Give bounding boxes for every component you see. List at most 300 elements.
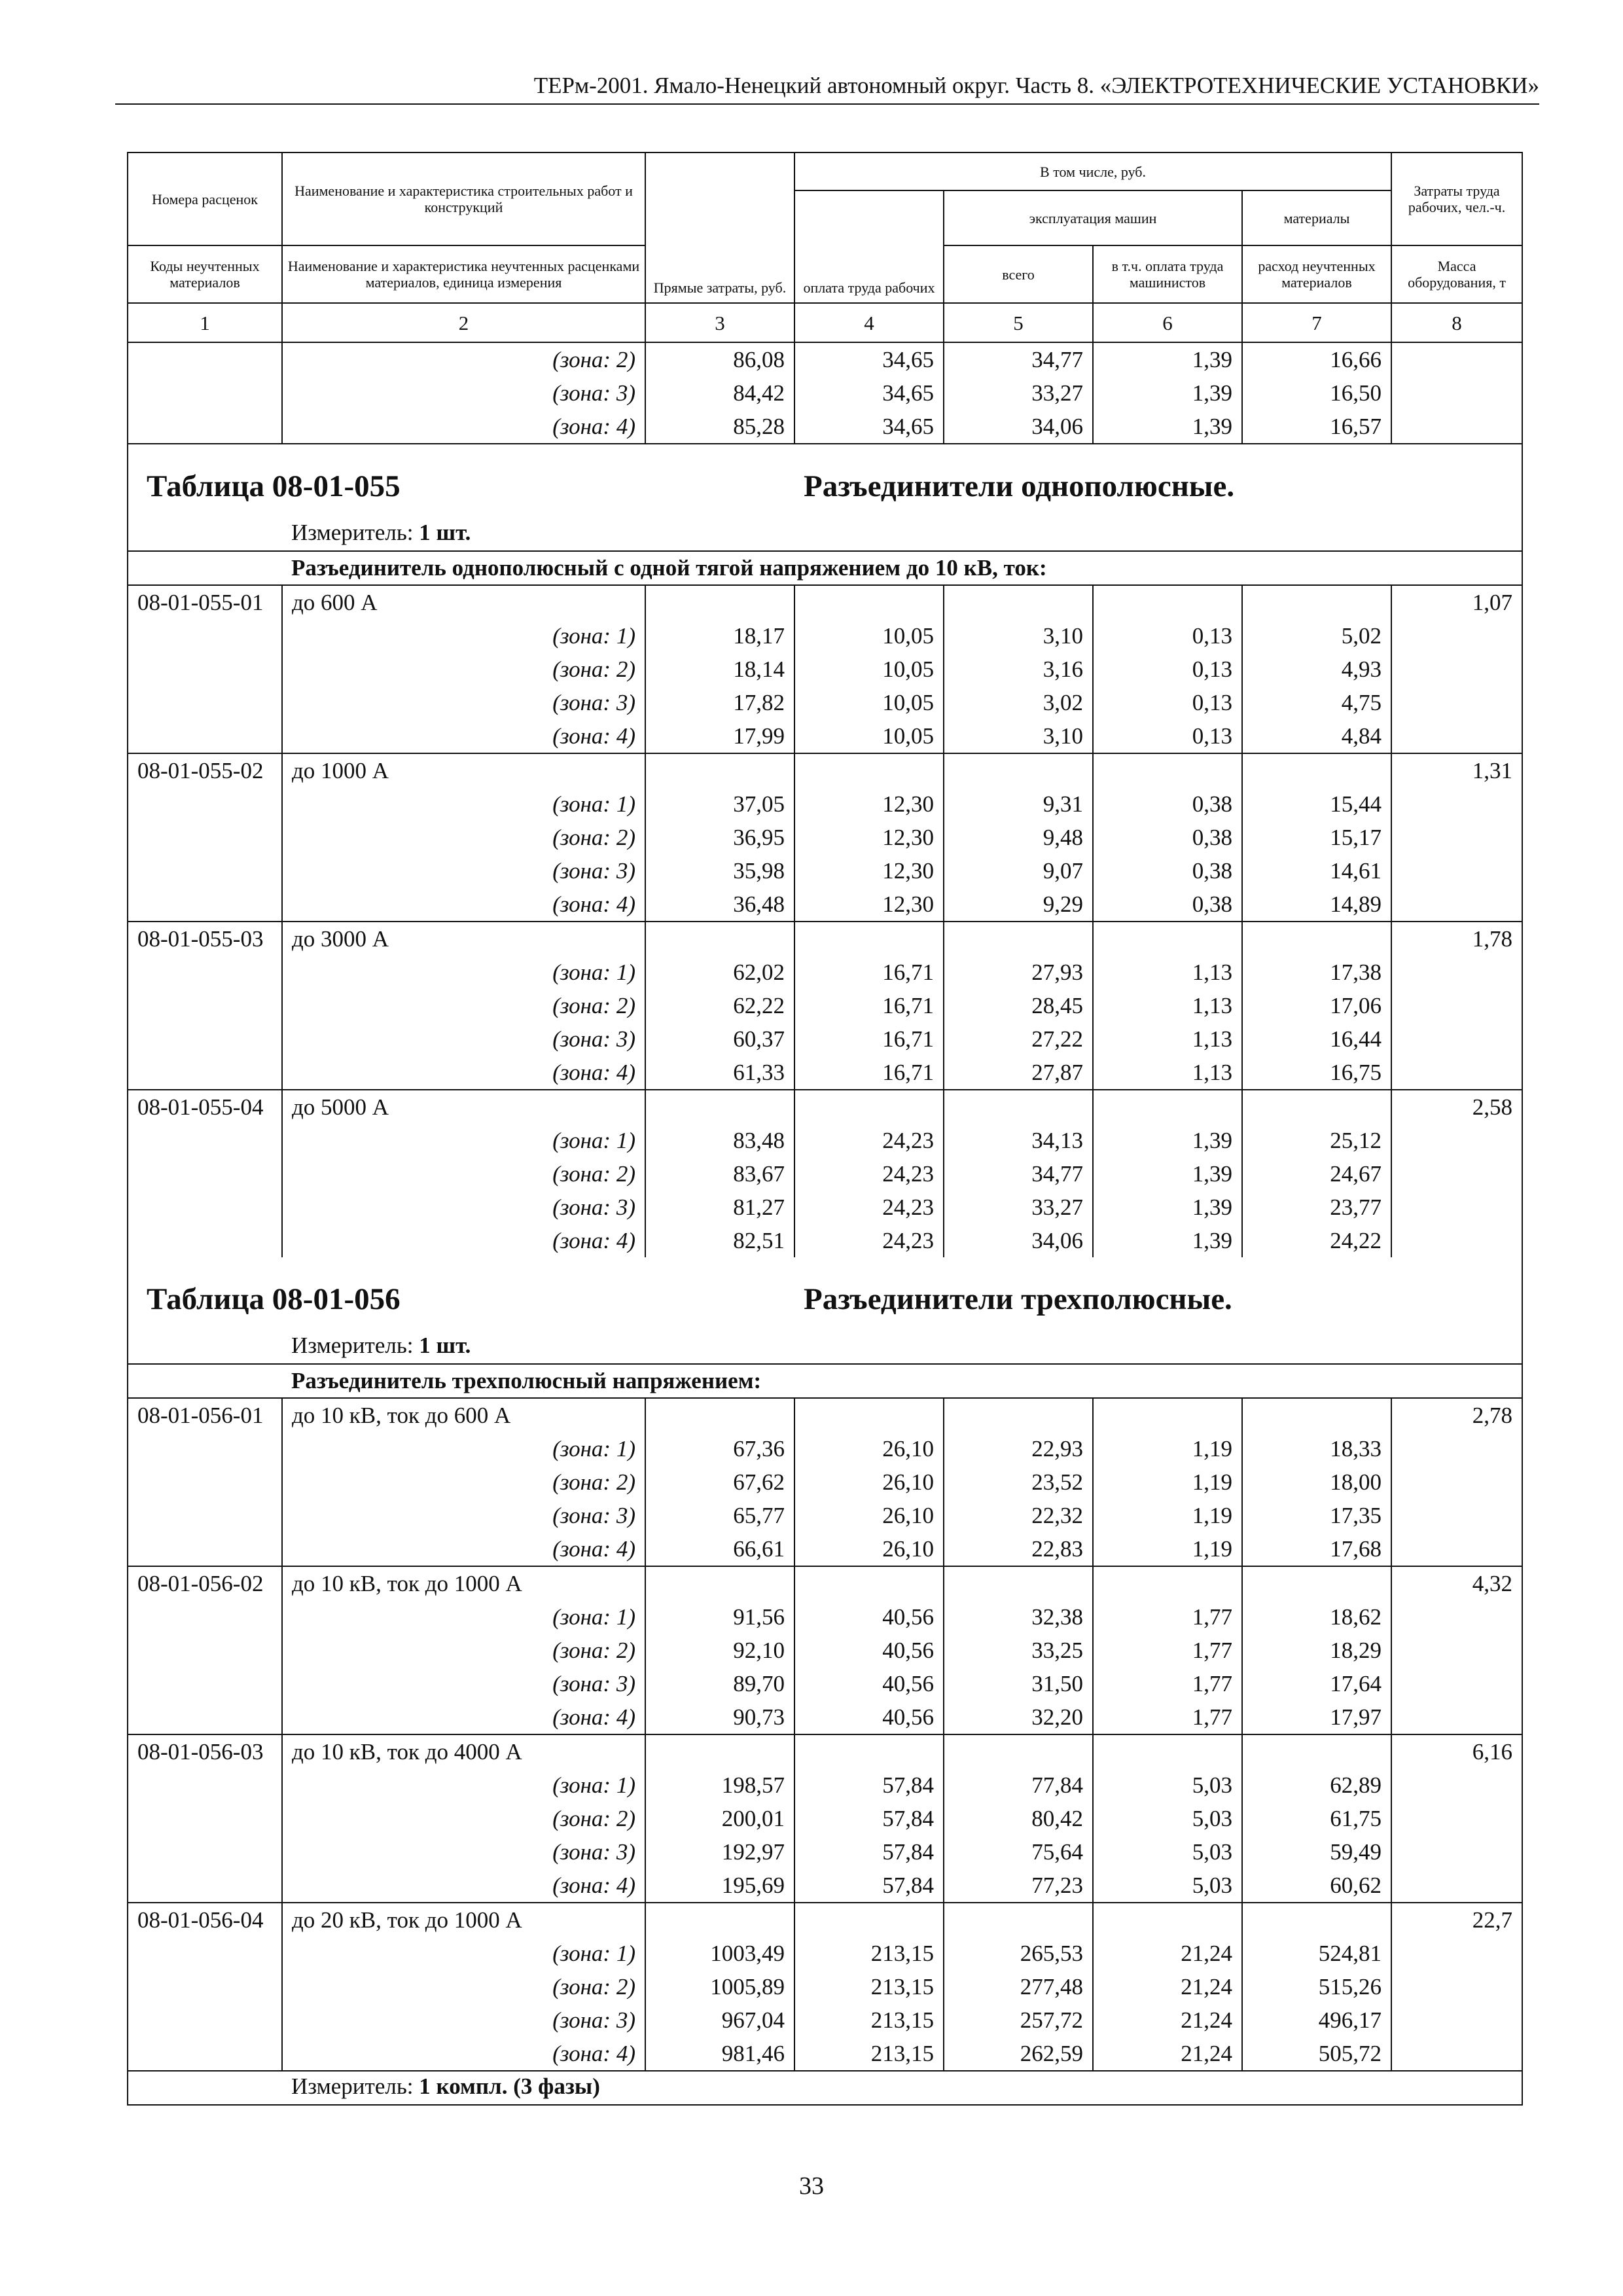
labor-pay-value: 10,05 — [794, 619, 944, 653]
column-number: 1 — [128, 303, 282, 342]
rate-code-cell — [128, 619, 282, 653]
machines-total-value: 34,77 — [944, 1157, 1093, 1191]
zone-label: (зона: 3) — [282, 686, 645, 719]
materials-value: 505,72 — [1242, 2037, 1391, 2071]
table-title-row — [128, 444, 1522, 518]
direct-costs-value: 17,82 — [645, 686, 794, 719]
machines-operators-value: 1,39 — [1093, 1191, 1242, 1224]
zone-label: (зона: 3) — [282, 854, 645, 888]
mass-cell — [1391, 854, 1522, 888]
materials-value: 18,00 — [1242, 1465, 1391, 1499]
labor-pay-value: 213,15 — [794, 1937, 944, 1970]
zone-row — [128, 1022, 1522, 1056]
group-title: Разъединитель однополюсный с одной тягой напряжением до 10 кВ, ток: — [282, 551, 1522, 585]
machines-total-value: 9,07 — [944, 854, 1093, 888]
zone-row — [128, 1634, 1522, 1667]
direct-costs-value: 62,22 — [645, 989, 794, 1022]
zone-row — [128, 410, 1522, 444]
machines-total-value: 77,23 — [944, 1869, 1093, 1903]
equipment-mass: 1,78 — [1391, 922, 1522, 956]
table-title-row — [128, 1257, 1522, 1331]
machines-total-value: 265,53 — [944, 1937, 1093, 1970]
rate-code-cell — [128, 1634, 282, 1667]
machines-operators-value: 1,77 — [1093, 1700, 1242, 1734]
machines-operators-value: 1,13 — [1093, 989, 1242, 1022]
table-title: Разъединители трехполюсные. — [794, 1257, 1522, 1331]
rate-name: до 5000 А — [282, 1090, 645, 1124]
rate-code-cell — [128, 1600, 282, 1634]
machines-operators-value: 5,03 — [1093, 1869, 1242, 1903]
spacer-cell — [128, 1331, 282, 1364]
direct-costs-value: 192,97 — [645, 1835, 794, 1869]
materials-value: 4,93 — [1242, 653, 1391, 686]
rate-item-row — [128, 1734, 1522, 1768]
direct-costs-value: 18,17 — [645, 619, 794, 653]
mass-cell — [1391, 619, 1522, 653]
direct-costs-value: 84,42 — [645, 376, 794, 410]
rate-item-row — [128, 1398, 1522, 1432]
rate-item-row — [128, 922, 1522, 956]
direct-costs-value: 90,73 — [645, 1700, 794, 1734]
machines-operators-value: 0,38 — [1093, 854, 1242, 888]
machines-total-value: 22,93 — [944, 1432, 1093, 1465]
machines-operators-value: 1,39 — [1093, 342, 1242, 376]
rate-code-cell — [128, 888, 282, 922]
zone-row — [128, 1499, 1522, 1532]
machines-operators-value: 1,39 — [1093, 410, 1242, 444]
machines-total-value: 3,10 — [944, 619, 1093, 653]
mass-cell — [1391, 1869, 1522, 1903]
materials-value: 515,26 — [1242, 1970, 1391, 2003]
measure-unit — [282, 518, 1522, 551]
zone-label: (зона: 2) — [282, 1465, 645, 1499]
rate-item-row — [128, 1903, 1522, 1937]
materials-value: 60,62 — [1242, 1869, 1391, 1903]
machines-operators-value: 21,24 — [1093, 2003, 1242, 2037]
group-title: Разъединитель трехполюсный напряжением: — [282, 1364, 1522, 1398]
equipment-mass: 4,32 — [1391, 1566, 1522, 1600]
rate-name: до 1000 А — [282, 753, 645, 787]
zone-label: (зона: 4) — [282, 1869, 645, 1903]
materials-value: 18,33 — [1242, 1432, 1391, 1465]
mass-cell — [1391, 1224, 1522, 1257]
machines-total-value: 9,31 — [944, 787, 1093, 821]
header-machines-operators: в т.ч. оплата труда машинистов — [1093, 245, 1242, 303]
machines-operators-value: 0,13 — [1093, 719, 1242, 753]
empty-cell — [794, 922, 944, 956]
mass-cell — [1391, 1191, 1522, 1224]
rate-code: 08-01-056-04 — [128, 1903, 282, 1937]
materials-value: 23,77 — [1242, 1191, 1391, 1224]
zone-label: (зона: 2) — [282, 1157, 645, 1191]
page-number: 33 — [799, 2172, 824, 2200]
machines-total-value: 34,77 — [944, 342, 1093, 376]
direct-costs-value: 981,46 — [645, 2037, 794, 2071]
rate-code: 08-01-055-02 — [128, 753, 282, 787]
measure-value: 1 компл. (3 фазы) — [419, 2073, 600, 2099]
rate-code-cell — [128, 989, 282, 1022]
mass-cell — [1391, 1056, 1522, 1090]
machines-total-value: 3,10 — [944, 719, 1093, 753]
machines-operators-value: 5,03 — [1093, 1835, 1242, 1869]
rate-code-cell — [128, 956, 282, 989]
column-number: 4 — [794, 303, 944, 342]
mass-cell — [1391, 1157, 1522, 1191]
zone-row — [128, 1835, 1522, 1869]
column-number: 7 — [1242, 303, 1391, 342]
zone-row — [128, 1465, 1522, 1499]
machines-operators-value: 21,24 — [1093, 2037, 1242, 2071]
direct-costs-value: 17,99 — [645, 719, 794, 753]
zone-label: (зона: 1) — [282, 1937, 645, 1970]
table-title: Разъединители однополюсные. — [794, 444, 1522, 518]
rate-code-cell — [128, 1124, 282, 1157]
zone-label: (зона: 2) — [282, 821, 645, 854]
direct-costs-value: 36,95 — [645, 821, 794, 854]
empty-cell — [645, 1090, 794, 1124]
mass-cell — [1391, 376, 1522, 410]
rate-code-cell — [128, 854, 282, 888]
zone-label: (зона: 1) — [282, 619, 645, 653]
labor-pay-value: 26,10 — [794, 1532, 944, 1566]
rate-code-cell — [128, 1869, 282, 1903]
empty-cell — [794, 1566, 944, 1600]
materials-value: 16,44 — [1242, 1022, 1391, 1056]
empty-cell — [794, 1903, 944, 1937]
spacer-cell — [128, 551, 282, 585]
labor-pay-value: 24,23 — [794, 1157, 944, 1191]
direct-costs-value: 91,56 — [645, 1600, 794, 1634]
header-including: В том числе, руб. — [794, 152, 1391, 190]
mass-cell — [1391, 1532, 1522, 1566]
zone-label: (зона: 3) — [282, 1667, 645, 1700]
machines-operators-value: 0,38 — [1093, 888, 1242, 922]
machines-operators-value: 0,38 — [1093, 821, 1242, 854]
zone-label: (зона: 3) — [282, 1499, 645, 1532]
rate-code-cell — [128, 2037, 282, 2071]
rate-code-cell — [128, 1465, 282, 1499]
equipment-mass: 2,78 — [1391, 1398, 1522, 1432]
materials-value: 16,57 — [1242, 410, 1391, 444]
mass-cell — [1391, 1432, 1522, 1465]
materials-value: 5,02 — [1242, 619, 1391, 653]
direct-costs-value: 37,05 — [645, 787, 794, 821]
zone-label: (зона: 2) — [282, 1802, 645, 1835]
header-equipment-mass: Масса оборудования, т — [1391, 245, 1522, 303]
materials-value: 61,75 — [1242, 1802, 1391, 1835]
direct-costs-value: 85,28 — [645, 410, 794, 444]
zone-label: (зона: 4) — [282, 1056, 645, 1090]
measure-label: Измеритель: — [291, 520, 414, 545]
machines-total-value: 32,20 — [944, 1700, 1093, 1734]
empty-cell — [645, 1903, 794, 1937]
empty-cell — [1242, 1398, 1391, 1432]
materials-value: 4,84 — [1242, 719, 1391, 753]
zone-row — [128, 956, 1522, 989]
rate-name: до 10 кВ, ток до 600 А — [282, 1398, 645, 1432]
zone-label: (зона: 2) — [282, 342, 645, 376]
empty-cell — [944, 1734, 1093, 1768]
empty-cell — [645, 1734, 794, 1768]
zone-row — [128, 1432, 1522, 1465]
direct-costs-value: 198,57 — [645, 1768, 794, 1802]
direct-costs-value: 67,62 — [645, 1465, 794, 1499]
empty-cell — [645, 585, 794, 619]
machines-total-value: 3,16 — [944, 653, 1093, 686]
empty-cell — [794, 1734, 944, 1768]
machines-total-value: 75,64 — [944, 1835, 1093, 1869]
zone-label: (зона: 4) — [282, 1532, 645, 1566]
zone-row — [128, 1600, 1522, 1634]
materials-value: 24,22 — [1242, 1224, 1391, 1257]
header-materials: материалы — [1242, 190, 1391, 245]
rate-code-cell — [128, 686, 282, 719]
direct-costs-value: 82,51 — [645, 1224, 794, 1257]
mass-cell — [1391, 1937, 1522, 1970]
materials-value: 496,17 — [1242, 2003, 1391, 2037]
zone-row — [128, 989, 1522, 1022]
zone-label: (зона: 4) — [282, 888, 645, 922]
running-head: ТЕРм-2001. Ямало-Ненецкий автономный округ. Часть 8. «ЭЛЕКТРОТЕХНИЧЕСКИЕ УСТАНОВКИ» — [115, 68, 1539, 105]
rate-code: 08-01-056-01 — [128, 1398, 282, 1432]
rate-code-cell — [128, 1937, 282, 1970]
measure-unit — [282, 1331, 1522, 1364]
mass-cell — [1391, 2037, 1522, 2071]
mass-cell — [1391, 888, 1522, 922]
mass-cell — [1391, 653, 1522, 686]
zone-label: (зона: 1) — [282, 787, 645, 821]
labor-pay-value: 34,65 — [794, 410, 944, 444]
machines-total-value: 27,93 — [944, 956, 1093, 989]
machines-total-value: 34,06 — [944, 1224, 1093, 1257]
machines-operators-value: 0,13 — [1093, 686, 1242, 719]
direct-costs-value: 81,27 — [645, 1191, 794, 1224]
mass-cell — [1391, 956, 1522, 989]
machines-operators-value: 1,77 — [1093, 1634, 1242, 1667]
header-labor-hours: Затраты труда рабочих, чел.-ч. — [1391, 152, 1522, 245]
machines-operators-value: 1,19 — [1093, 1499, 1242, 1532]
equipment-mass: 1,07 — [1391, 585, 1522, 619]
direct-costs-value: 967,04 — [645, 2003, 794, 2037]
materials-value: 25,12 — [1242, 1124, 1391, 1157]
empty-cell — [1093, 1090, 1242, 1124]
rate-code: 08-01-055-01 — [128, 585, 282, 619]
empty-cell — [645, 922, 794, 956]
rate-code-cell — [128, 1835, 282, 1869]
zone-label: (зона: 4) — [282, 410, 645, 444]
zone-row — [128, 1224, 1522, 1257]
direct-costs-value: 195,69 — [645, 1869, 794, 1903]
rate-code-cell — [128, 2003, 282, 2037]
rates-table — [127, 152, 1523, 2106]
empty-cell — [645, 1398, 794, 1432]
materials-value: 17,97 — [1242, 1700, 1391, 1734]
materials-value: 62,89 — [1242, 1768, 1391, 1802]
machines-total-value: 33,27 — [944, 376, 1093, 410]
empty-cell — [1093, 1566, 1242, 1600]
rate-code-cell — [128, 410, 282, 444]
machines-total-value: 9,48 — [944, 821, 1093, 854]
mass-cell — [1391, 719, 1522, 753]
machines-total-value: 277,48 — [944, 1970, 1093, 2003]
rate-code-cell — [128, 719, 282, 753]
labor-pay-value: 12,30 — [794, 854, 944, 888]
direct-costs-value: 18,14 — [645, 653, 794, 686]
direct-costs-value: 66,61 — [645, 1532, 794, 1566]
machines-operators-value: 1,77 — [1093, 1600, 1242, 1634]
rate-code-cell — [128, 1802, 282, 1835]
labor-pay-value: 16,71 — [794, 1056, 944, 1090]
rate-code-cell — [128, 1667, 282, 1700]
machines-total-value: 80,42 — [944, 1802, 1093, 1835]
column-number: 6 — [1093, 303, 1242, 342]
zone-row — [128, 342, 1522, 376]
machines-operators-value: 1,13 — [1093, 956, 1242, 989]
labor-pay-value: 40,56 — [794, 1667, 944, 1700]
mass-cell — [1391, 821, 1522, 854]
zone-row — [128, 1970, 1522, 2003]
machines-operators-value: 0,38 — [1093, 787, 1242, 821]
zone-label: (зона: 3) — [282, 1022, 645, 1056]
header-material-names: Наименование и характеристика неучтенных расценками материалов, единица измерения — [282, 245, 645, 303]
rate-code-cell — [128, 1157, 282, 1191]
header-machines: эксплуатация машин — [944, 190, 1242, 245]
mass-cell — [1391, 787, 1522, 821]
empty-cell — [944, 1090, 1093, 1124]
zone-row — [128, 1667, 1522, 1700]
mass-cell — [1391, 686, 1522, 719]
materials-value: 18,29 — [1242, 1634, 1391, 1667]
machines-total-value: 28,45 — [944, 989, 1093, 1022]
rate-code-cell — [128, 653, 282, 686]
zone-row — [128, 1768, 1522, 1802]
rate-code-cell — [128, 342, 282, 376]
materials-value: 14,89 — [1242, 888, 1391, 922]
column-number: 8 — [1391, 303, 1522, 342]
empty-cell — [944, 1566, 1093, 1600]
rate-name: до 3000 А — [282, 922, 645, 956]
rate-code-cell — [128, 1022, 282, 1056]
mass-cell — [1391, 342, 1522, 376]
labor-pay-value: 12,30 — [794, 787, 944, 821]
machines-operators-value: 21,24 — [1093, 1937, 1242, 1970]
labor-pay-value: 213,15 — [794, 2037, 944, 2071]
materials-value: 18,62 — [1242, 1600, 1391, 1634]
machines-operators-value: 0,13 — [1093, 619, 1242, 653]
machines-operators-value: 1,13 — [1093, 1022, 1242, 1056]
labor-pay-value: 12,30 — [794, 888, 944, 922]
labor-pay-value: 26,10 — [794, 1499, 944, 1532]
header-rate-number: Номера расценок — [128, 152, 282, 245]
empty-cell — [794, 1398, 944, 1432]
materials-value: 17,35 — [1242, 1499, 1391, 1532]
empty-cell — [944, 922, 1093, 956]
machines-total-value: 32,38 — [944, 1600, 1093, 1634]
materials-value: 17,64 — [1242, 1667, 1391, 1700]
machines-total-value: 31,50 — [944, 1667, 1093, 1700]
zone-label: (зона: 1) — [282, 956, 645, 989]
machines-total-value: 3,02 — [944, 686, 1093, 719]
rate-code-cell — [128, 1970, 282, 2003]
zone-label: (зона: 4) — [282, 2037, 645, 2071]
empty-cell — [645, 1566, 794, 1600]
machines-total-value: 77,84 — [944, 1768, 1093, 1802]
zone-row — [128, 1700, 1522, 1734]
labor-pay-value: 12,30 — [794, 821, 944, 854]
direct-costs-value: 92,10 — [645, 1634, 794, 1667]
machines-total-value: 27,87 — [944, 1056, 1093, 1090]
materials-value: 17,68 — [1242, 1532, 1391, 1566]
labor-pay-value: 26,10 — [794, 1465, 944, 1499]
zone-row — [128, 1802, 1522, 1835]
zone-label: (зона: 4) — [282, 1700, 645, 1734]
empty-cell — [794, 753, 944, 787]
materials-value: 15,44 — [1242, 787, 1391, 821]
zone-row — [128, 2003, 1522, 2037]
header-work-name: Наименование и характеристика строительных работ и конструкций — [282, 152, 645, 245]
rate-code-cell — [128, 787, 282, 821]
machines-operators-value: 0,13 — [1093, 653, 1242, 686]
header-labor-pay: оплата труда рабочих — [794, 190, 944, 303]
machines-operators-value: 1,13 — [1093, 1056, 1242, 1090]
column-number: 5 — [944, 303, 1093, 342]
materials-value: 16,66 — [1242, 342, 1391, 376]
labor-pay-value: 40,56 — [794, 1634, 944, 1667]
zone-row — [128, 1056, 1522, 1090]
direct-costs-value: 1005,89 — [645, 1970, 794, 2003]
materials-value: 4,75 — [1242, 686, 1391, 719]
empty-cell — [944, 1398, 1093, 1432]
header-material-codes: Коды неучтенных материалов — [128, 245, 282, 303]
rate-code-cell — [128, 1056, 282, 1090]
materials-value: 17,38 — [1242, 956, 1391, 989]
spacer-cell — [128, 2071, 282, 2105]
machines-total-value: 33,25 — [944, 1634, 1093, 1667]
labor-pay-value: 24,23 — [794, 1124, 944, 1157]
table-header — [128, 152, 1522, 342]
zone-label: (зона: 1) — [282, 1432, 645, 1465]
zone-label: (зона: 1) — [282, 1768, 645, 1802]
zone-label: (зона: 3) — [282, 2003, 645, 2037]
zone-label: (зона: 3) — [282, 1191, 645, 1224]
labor-pay-value: 10,05 — [794, 719, 944, 753]
materials-value: 14,61 — [1242, 854, 1391, 888]
empty-cell — [944, 1903, 1093, 1937]
table-body — [128, 342, 1522, 2105]
labor-pay-value: 213,15 — [794, 1970, 944, 2003]
rate-code-cell — [128, 821, 282, 854]
labor-pay-value: 24,23 — [794, 1224, 944, 1257]
materials-value: 59,49 — [1242, 1835, 1391, 1869]
direct-costs-value: 89,70 — [645, 1667, 794, 1700]
direct-costs-value: 86,08 — [645, 342, 794, 376]
zone-row — [128, 686, 1522, 719]
rate-code-cell — [128, 1700, 282, 1734]
labor-pay-value: 57,84 — [794, 1802, 944, 1835]
labor-pay-value: 57,84 — [794, 1869, 944, 1903]
direct-costs-value: 35,98 — [645, 854, 794, 888]
column-number: 3 — [645, 303, 794, 342]
machines-operators-value: 1,39 — [1093, 1157, 1242, 1191]
machines-operators-value: 1,39 — [1093, 376, 1242, 410]
rate-code: 08-01-055-04 — [128, 1090, 282, 1124]
rate-name: до 10 кВ, ток до 1000 А — [282, 1566, 645, 1600]
rate-name: до 10 кВ, ток до 4000 А — [282, 1734, 645, 1768]
empty-cell — [944, 753, 1093, 787]
footer-measure — [282, 2071, 1522, 2105]
zone-label: (зона: 3) — [282, 1835, 645, 1869]
mass-cell — [1391, 1600, 1522, 1634]
